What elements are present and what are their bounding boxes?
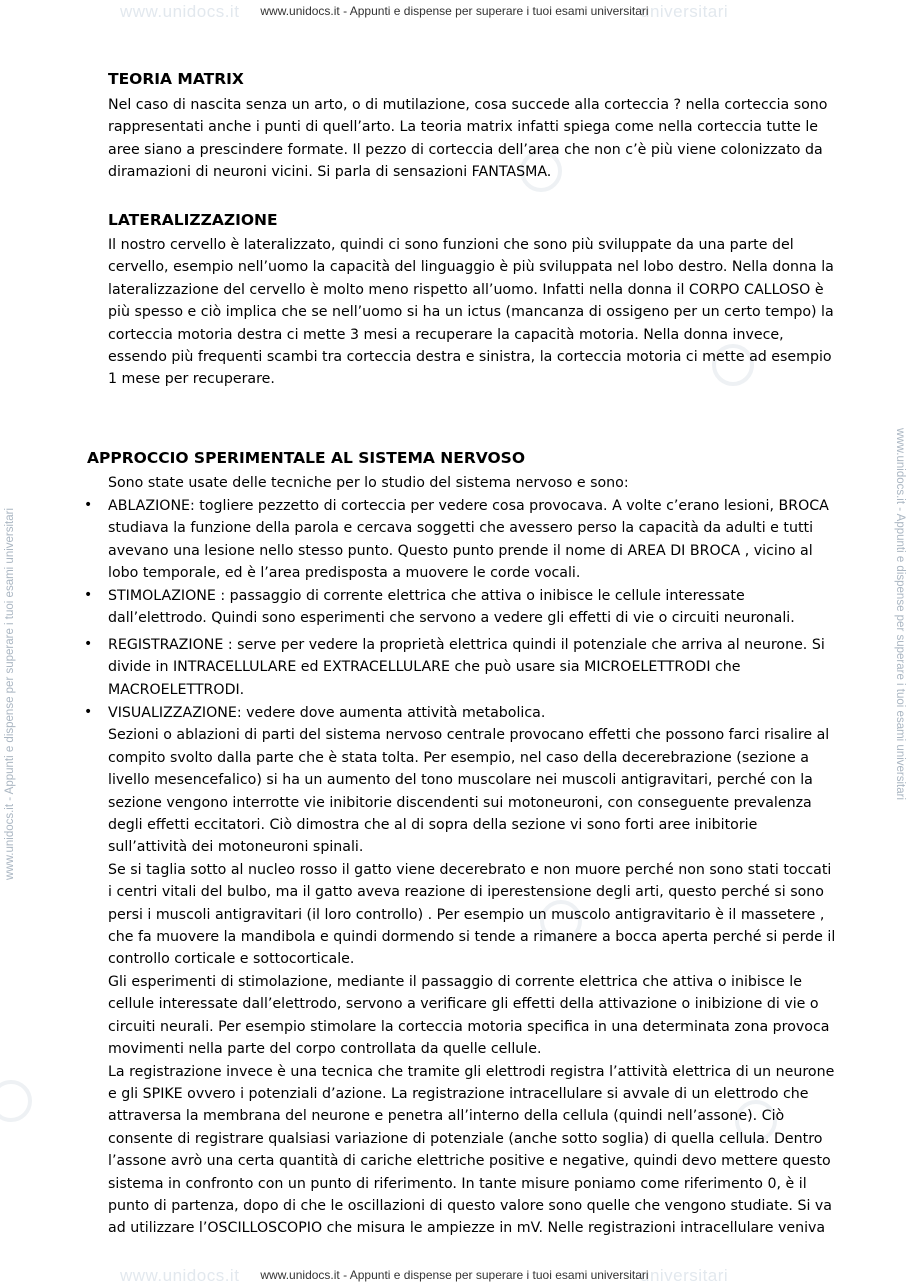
text-line: compito svolto dalla parte che è stata tolta. Per esempio, nel caso della decerebrazione (sezione a (108, 749, 809, 766)
text-line: l’assone avrò una certa quantità di cariche elettriche positive e negative, quindi devo mettere questo (108, 1153, 831, 1170)
text-line: che fa muovere la mandibola e quindi dormendo si tende a rimanere a bocca aperta perché si perde il (108, 929, 836, 946)
watermark-footer: www.unidocs.it - Appunti e dispense per superare i tuoi esami universitari (260, 1268, 649, 1282)
heading-lateralizzazione: LATERALIZZAZIONE (108, 211, 278, 229)
text-line: divide in INTRACELLULARE ed EXTRACELLULARE che può usare sia MICROELETTRODI che (108, 659, 741, 676)
text-line: ABLAZIONE: togliere pezzetto di corteccia per vedere cosa provocava. A volte c’erano lesioni, BROCA (108, 498, 829, 514)
text-line: dall’elettrodo. Quindi sono esperimenti che servono a vedere gli effetti di vie o circuiti neuronali. (108, 610, 795, 627)
list-item-stimolazione (108, 585, 868, 630)
text-line: sistema in confronto con un punto di riferimento. In tante misure poniamo come riferimento 0, è il (108, 1175, 807, 1192)
text-line: STIMOLAZIONE : passaggio di corrente elettrica che attiva o inibisce le cellule interessate (108, 588, 745, 604)
bullet-marker: • (84, 587, 93, 603)
list-item-registrazione (108, 634, 868, 701)
text-line: i centri vitali del bulbo, ma il gatto aveva reazione di iperestensione degli arti, questo perché si sono (108, 884, 824, 901)
bullet-marker: • (84, 636, 93, 652)
text-line: circuiti neurali. Per esempio stimolare la corteccia motoria specifica in una determinata zona provoca (108, 1018, 830, 1035)
text-line: punto di partenza, dopo di che le oscillazioni di questo valore sono quelle che vengono studiate. Si va (108, 1197, 832, 1214)
text-line: studiava la funzione della parola e cercava soggetti che avessero perso la capacità da adulti e tutti (108, 520, 814, 537)
text-line: degli effetti eccitatori. Ciò dimostra che al di sopra della sezione vi sono forti aree inibitorie (108, 817, 758, 834)
text-line: consente di registrare qualsiasi variazione di potenziale (anche sotto soglia) di quella cellula. Dentro (108, 1130, 823, 1147)
text-line: aree siano a prescindere formate. Il pezzo di corteccia dell’area che non c’è più viene colonizzato da (108, 141, 823, 158)
text-line: più spesso e ciò implica che se nell’uomo si ha un ictus (mancanza di ossigeno per un certo tempo) la (108, 304, 834, 321)
text-line: 1 mese per recuperare. (108, 371, 275, 388)
paragraph-approccio-intro (108, 472, 868, 494)
heading-approccio-sperimentale: APPROCCIO SPERIMENTALE AL SISTEMA NERVOSO (87, 449, 526, 467)
text-line: cellule interessate dall’elettrodo, servono a verificare gli effetti della attivazione o inibizione di vie o (108, 996, 819, 1013)
text-line: Gli esperimenti di stimolazione, mediante il passaggio di corrente elettrica che attiva o inibisce le (108, 973, 802, 990)
text-line: sull’attività dei motoneuroni spinali. (108, 839, 364, 856)
text-line: movimenti nella parte del corpo controllata da quelle cellule. (108, 1041, 542, 1058)
text-line: cervello, esempio nell’uomo la capacità del linguaggio è più sviluppata nel lobo destro. Nella donna la (108, 259, 834, 276)
watermark-header: www.unidocs.it - Appunti e dispense per superare i tuoi esami universitari (260, 4, 649, 18)
text-line: Il nostro cervello è lateralizzato, quindi ci sono funzioni che sono più sviluppate da una parte del (108, 237, 794, 253)
text-line: ad utilizzare l’OSCILLOSCOPIO che misura le ampiezze in mV. Nelle registrazioni intracellulare veniva (108, 1220, 826, 1237)
text-line: essendo più frequenti scambi tra corteccia destra e sinistra, la corteccia motoria ci mette ad esempio (108, 349, 832, 366)
list-item-visualizzazione (108, 702, 868, 1240)
text-line: VISUALIZZAZIONE: vedere dove aumenta attività metabolica. (108, 705, 546, 721)
bullet-marker: • (84, 497, 93, 513)
watermark-side-left: www.unidocs.it - Appunti e dispense per superare i tuoi esami universitari (4, 507, 16, 880)
text-line: attraversa la membrana del neurone e penetra all’interno della cellula (quindi nell’assone). Ciò (108, 1108, 785, 1125)
watermark-logo-icon (0, 1080, 32, 1122)
text-line: rappresentati anche i punti di quell’arto. La teoria matrix infatti spiega come nella corteccia tutte le (108, 119, 819, 136)
heading-teoria-matrix: TEORIA MATRIX (108, 70, 244, 88)
text-line: Se si taglia sotto al nucleo rosso il gatto viene decerebrato e non muore perché non sono stati toccati (108, 861, 832, 878)
paragraph-lateralizzazione (108, 234, 868, 391)
text-line: sezione vengono interrotte vie inibitorie discendenti sui motoneuroni, con conseguente prevalenza (108, 794, 812, 811)
bullet-marker: • (84, 704, 93, 720)
text-line: avevano una lesione nello stesso punto. Questo punto prende il nome di AREA DI BROCA , vicino al (108, 542, 813, 559)
paragraph-teoria-matrix (108, 94, 868, 184)
text-line: MACROELETTRODI. (108, 681, 245, 698)
text-line: controllo corticale e sottocorticale. (108, 951, 355, 968)
list-item-ablazione (108, 495, 868, 585)
text-line: corteccia motoria destra ci mette 3 mesi a recuperare la capacità motoria. Nella donna invece, (108, 326, 784, 343)
watermark-ghost-top-right: universitari (640, 2, 729, 21)
text-line: Nel caso di nascita senza un arto, o di mutilazione, cosa succede alla corteccia ? nella corteccia sono (108, 97, 828, 113)
watermark-ghost-bottom-right: universitari (640, 1266, 729, 1285)
watermark-ghost-bottom: www.unidocs.it (120, 1266, 240, 1285)
text-line: persi i muscoli antigravitari (il loro controllo) . Per esempio un muscolo antigravitario è il massetere , (108, 906, 825, 923)
text-line: Sezioni o ablazioni di parti del sistema nervoso centrale provocano effetti che possono farci risalire al (108, 727, 830, 744)
text-line: Sono state usate delle tecniche per lo studio del sistema nervoso e sono: (108, 475, 629, 491)
text-line: e gli SPIKE ovvero i potenziali d’azione. La registrazione intracellulare si avvale di un elettrodo che (108, 1085, 809, 1102)
watermark-ghost-top: www.unidocs.it (120, 2, 240, 21)
text-line: livello mesencefalico) si ha un aumento del tono muscolare nei muscoli antigravitari, perché con la (108, 772, 813, 789)
text-line: REGISTRAZIONE : serve per vedere la proprietà elettrica quindi il potenziale che arriva al neurone. Si (108, 637, 825, 653)
text-line: lobo temporale, ed è l’area predisposta a muovere le corde vocali. (108, 565, 581, 582)
text-line: lateralizzazione del cervello è molto meno rispetto all’uomo. Infatti nella donna il CORPO CALLOSO è (108, 281, 824, 298)
text-line: La registrazione invece è una tecnica che tramite gli elettrodi registra l’attività elettrica di un neurone (108, 1063, 835, 1080)
watermark-side-right: www.unidocs.it - Appunti e dispense per superare i tuoi esami universitari (894, 428, 906, 801)
text-line: diramazioni di neuroni vicini. Si parla di sensazioni FANTASMA. (108, 164, 552, 181)
